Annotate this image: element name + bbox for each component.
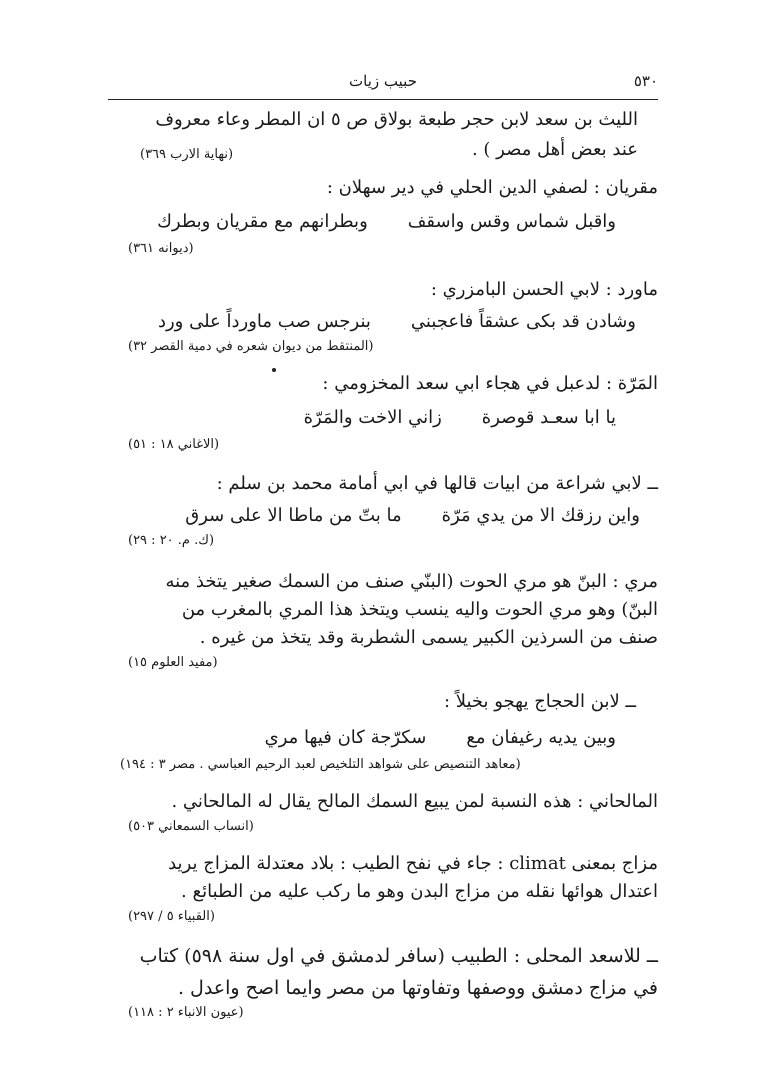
- verse-line: [158, 310, 636, 334]
- citation: (نهاية الارب ٣٦٩): [140, 147, 234, 162]
- verse-hemistich: وبين يديه رغيفان مع: [466, 727, 616, 748]
- verse-line: [265, 726, 616, 750]
- text-line: عند بعض أهل مصر ) .: [471, 139, 638, 160]
- entry-heading: مقريان : لصفي الدين الحلي في دير سهلان :: [326, 177, 658, 198]
- citation: (مفيد العلوم ١٥): [128, 655, 218, 670]
- text-line: في مزاج دمشق ووصفها وتفاوتها من مصر وايما اصح واعدل .: [177, 977, 658, 999]
- verse-line: [157, 210, 616, 234]
- verse-hemistich: واين رزقك الا من يدي مَرّة: [441, 505, 640, 526]
- text-line: صنف من السرذين الكبير يسمى الشطربة وقد يتخذ من غيره .: [199, 627, 658, 648]
- verse-hemistich: بنرجس صب ماورداً على ورد: [157, 311, 371, 332]
- text-line: مزاج بمعنى climat : جاء في نفح الطيب : بلاد معتدلة المزاج يريد: [168, 853, 658, 874]
- running-title: حبيب زيات: [349, 72, 417, 90]
- verse-line: [185, 504, 640, 528]
- verse-hemistich: سكرّجة كان فيها مري: [264, 727, 427, 748]
- verse-hemistich: وبطرانهم مع مقريان وبطرك: [157, 211, 368, 232]
- citation: (انساب السمعاني ٥٠٣): [128, 819, 254, 834]
- entry-heading: ــ لابن الحجاج يهجو بخيلاً :: [443, 691, 636, 712]
- page-number: ٥٣٠: [633, 72, 658, 90]
- entry-heading: المَرّة : لدعبل في هجاء ابي سعد المخزومي :: [322, 373, 658, 394]
- citation: (القبياء ٥ / ٢٩٧): [128, 909, 215, 924]
- verse-hemistich: واقبل شماس وقس واسقف: [407, 211, 616, 232]
- page-header: [108, 70, 658, 96]
- text-line: مري : البنّ هو مري الحوت (البنّي صنف من السمك صغير يتخذ منه: [165, 571, 658, 592]
- citation: (ك. م. ٢٠ : ٢٩): [128, 533, 215, 548]
- verse-line: [304, 406, 616, 430]
- text-line: المالحاني : هذه النسبة لمن يبيع السمك المالح يقال له المالحاني .: [171, 791, 658, 812]
- verse-hemistich: وشادن قد بكى عشقاً فاعجبني: [410, 311, 636, 332]
- verse-hemistich: زاني الاخت والمَرّة: [303, 407, 442, 428]
- ink-speck: [272, 368, 276, 372]
- entry-heading: ــ لابي شراعة من ابيات قالها في ابي أمامة محمد بن سلم :: [216, 473, 658, 494]
- verse-hemistich: يا ابا سعـد قوصرة: [481, 407, 616, 428]
- citation: (ديوانه ٣٦١): [128, 241, 194, 256]
- citation: (الاغاني ١٨ : ٥١): [128, 437, 220, 452]
- header-rule: [108, 99, 658, 100]
- citation: (عيون الانباء ٢ : ١١٨): [128, 1005, 244, 1020]
- entry-heading: ماورد : لابي الحسن البامزري :: [430, 279, 658, 300]
- verse-hemistich: ما بتّ من ماطا الا على سرق: [185, 505, 402, 526]
- text-line: البنّ) وهو مري الحوت واليه ينسب ويتخذ هذا المري بالمغرب من: [181, 599, 658, 620]
- text-line: الليث بن سعد لابن حجر طبعة بولاق ص ٥ ان المطر وعاء معروف: [155, 109, 638, 130]
- text-line: اعتدال هوائها نقله من مزاج البدن وهو ما ركب عليه من الطبائع .: [181, 881, 658, 902]
- text-line: ــ للاسعد المحلى : الطبيب (سافر لدمشق في اول سنة ٥٩٨) كتاب: [139, 945, 658, 967]
- citation: (المنتقط من ديوان شعره في دمية القصر ٣٢): [128, 339, 374, 354]
- citation: (معاهد التنصيص على شواهد التلخيص لعبد الرحيم العباسي . مصر ٣ : ١٩٤): [120, 757, 521, 772]
